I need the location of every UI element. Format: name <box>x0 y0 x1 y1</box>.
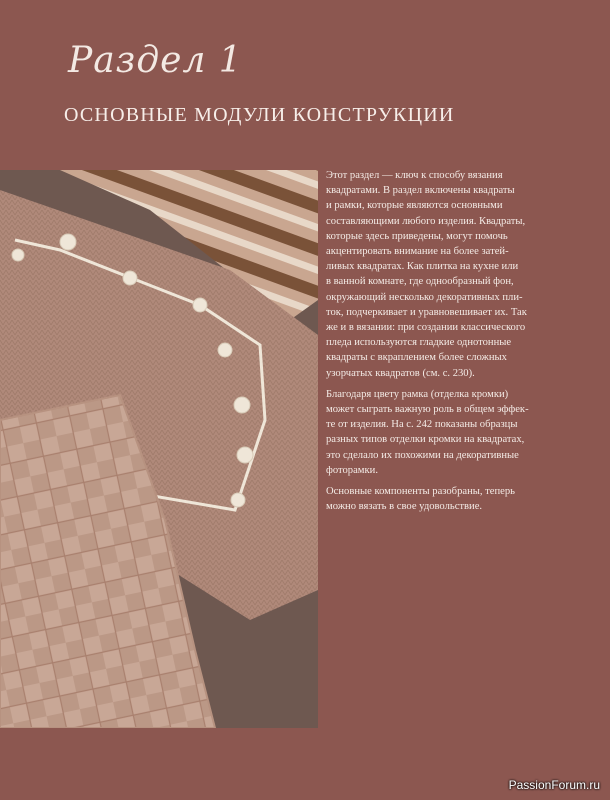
paragraph-3: Основные компоненты разобраны, теперь можно вязать в свое удовольствие. <box>326 486 515 513</box>
paragraph-1: Этот раздел — ключ к способу вязания квадратами. В раздел включены квадраты и рамки, которые являются основными составляющими любого изделия. Квадраты, которые здесь приведены, могут помочь акцентировать внимание на более затей- ливых квадратах. Как плитка на кухне или в ванной комнате, где однообразный фон, окружающий несколько декоративных пли- ток, подчеркивает и уравновешивает их. Так же и в вязании: при создании классического пледа используются гладкие однотонные квадраты с вкраплением более сложных узорчатых квадратов (см. с. 230). <box>326 170 527 379</box>
paragraph-2: Благодаря цвету рамка (отделка кромки) может сыграть важную роль в общем эффек- те от изделия. На с. 242 показаны образцы разных типов отделки кромки на квадратах, это сделало их похожими на декоративные фоторамки. <box>326 388 529 476</box>
section-label: Раздел 1 <box>68 40 243 81</box>
page-title: ОСНОВНЫЕ МОДУЛИ КОНСТРУКЦИИ <box>64 104 455 126</box>
body-text <box>326 168 588 520</box>
knitted-squares-photo <box>0 170 318 728</box>
watermark: PassionForum.ru <box>508 778 600 792</box>
